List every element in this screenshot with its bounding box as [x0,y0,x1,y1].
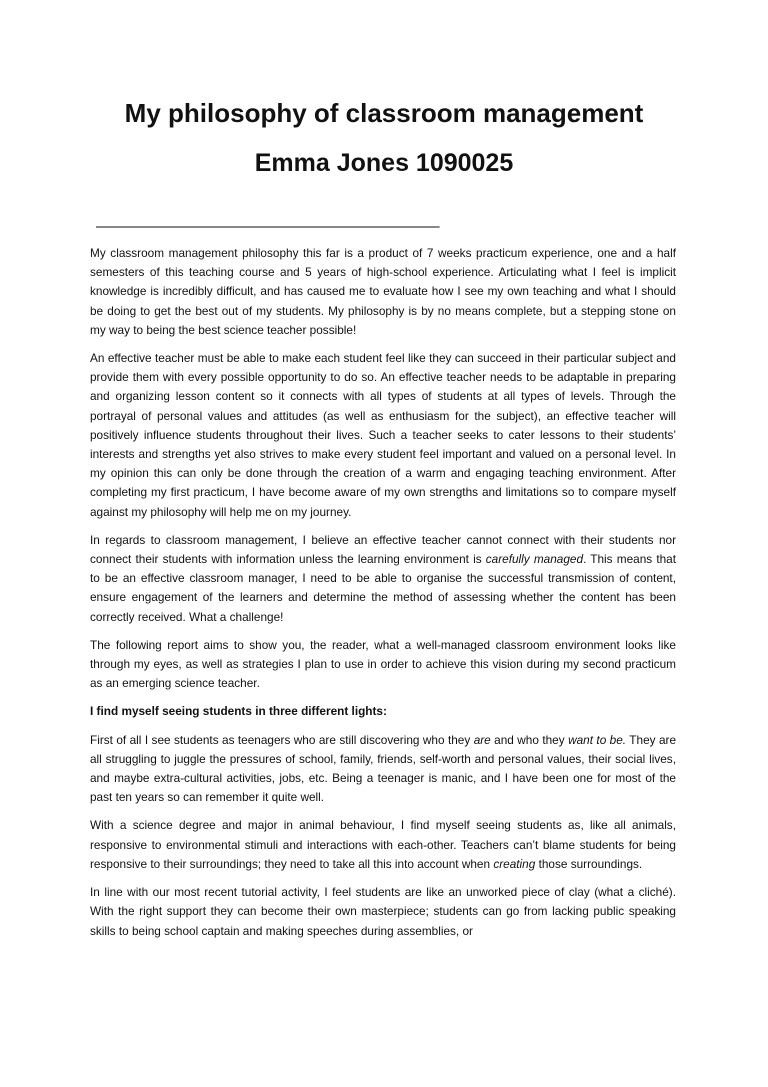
paragraph-5-part-e: They are all struggling to juggle the pressures of school, family, friends, self-worth and personal values, their social lives, and maybe extra-cultural activities, jobs, etc. Being a teenager is manic, and I have been one for most of the past ten years so can remember it quite well. [90,732,677,805]
paragraph-6-emphasis: creating [493,856,536,871]
paragraph-5-part-c: and who they [490,732,569,747]
paragraph-3-part-a: In regards to classroom management, I believe an effective teacher cannot connect with their students nor connect their students with information unless the learning environment is [90,532,676,567]
paragraph-3-part-c: . This means that to be an effective classroom manager, I need to be able to organise the successful transmission of content, ensure engagement of the learners and determine the method of assessing whether the content has been correctly received. What a challenge! [90,552,676,624]
page-title: My philosophy of classroom management [124,98,644,128]
section-heading: I find myself seeing students in three different lights: [90,704,387,719]
paragraph-5-emphasis-want-to-be: want to be. [568,732,627,747]
paragraph-1: My classroom management philosophy this far is a product of 7 weeks practicum experience, one and a half semesters of this teaching course and 5 years of high-school experience. Articulating what I feel is implicit knowledge is incredibly difficult, and has caused me to evaluate how I see my own teaching and what I should be doing to get the best out of my students. My philosophy is by no means complete, but a stepping stone on my way to being the best science teacher possible! [90,246,676,337]
paragraph-2: An effective teacher must be able to make each student feel like they can succeed in their particular subject and provide them with every possible opportunity to do so. An effective teacher needs to be adaptable in preparing and organizing lesson content so it connects with all types of students at all types of levels. Through the portrayal of personal values and attitudes (as well as enthusiasm for the subject), an effective teacher will positively influence students throughout their lives. Such a teacher seeks to cater lessons to their students’ interests and strengths yet also strives to make every student feel important and valued on a personal level. In my opinion this can only be done through the creation of a warm and engaging teaching environment. After completing my first practicum, I have become aware of my own strengths and limitations so to compare myself against my philosophy will help me on my journey. [90,351,676,519]
paragraph-5-part-a: First of all I see students as teenagers who are still discovering who they [90,732,474,747]
paragraph-5 [90,731,676,808]
title-rule: ________________________________ [96,200,435,230]
paragraph-4: The following report aims to show you, the reader, what a well-managed classroom environment looks like through my eyes, as well as strategies I plan to use in order to achieve this vision during my second practicum as an emerging science teacher. [90,637,676,691]
paragraph-6-part-a: With a science degree and major in animal behaviour, I find myself seeing students as, like all animals, responsive to environmental stimuli and interactions with each-other. Teachers can’t blame students for being responsive to their surroundings; they need to take all this into account when [90,818,676,871]
paragraph-5-emphasis-are: are [473,732,491,747]
paragraph-6-part-c: those surroundings. [535,856,643,871]
paragraph-6 [90,816,676,874]
author-line: Emma Jones 1090025 [254,149,514,177]
paragraph-7: In line with our most recent tutorial activity, I feel students are like an unworked piece of clay (what a cliché). With the right support they can become their own masterpiece; students can go from lacking public speaking skills to being school captain and making speeches during assemblies, or [90,885,676,938]
paragraph-3-emphasis: carefully managed [485,552,584,567]
body-text [90,244,676,950]
paragraph-3 [90,531,676,627]
